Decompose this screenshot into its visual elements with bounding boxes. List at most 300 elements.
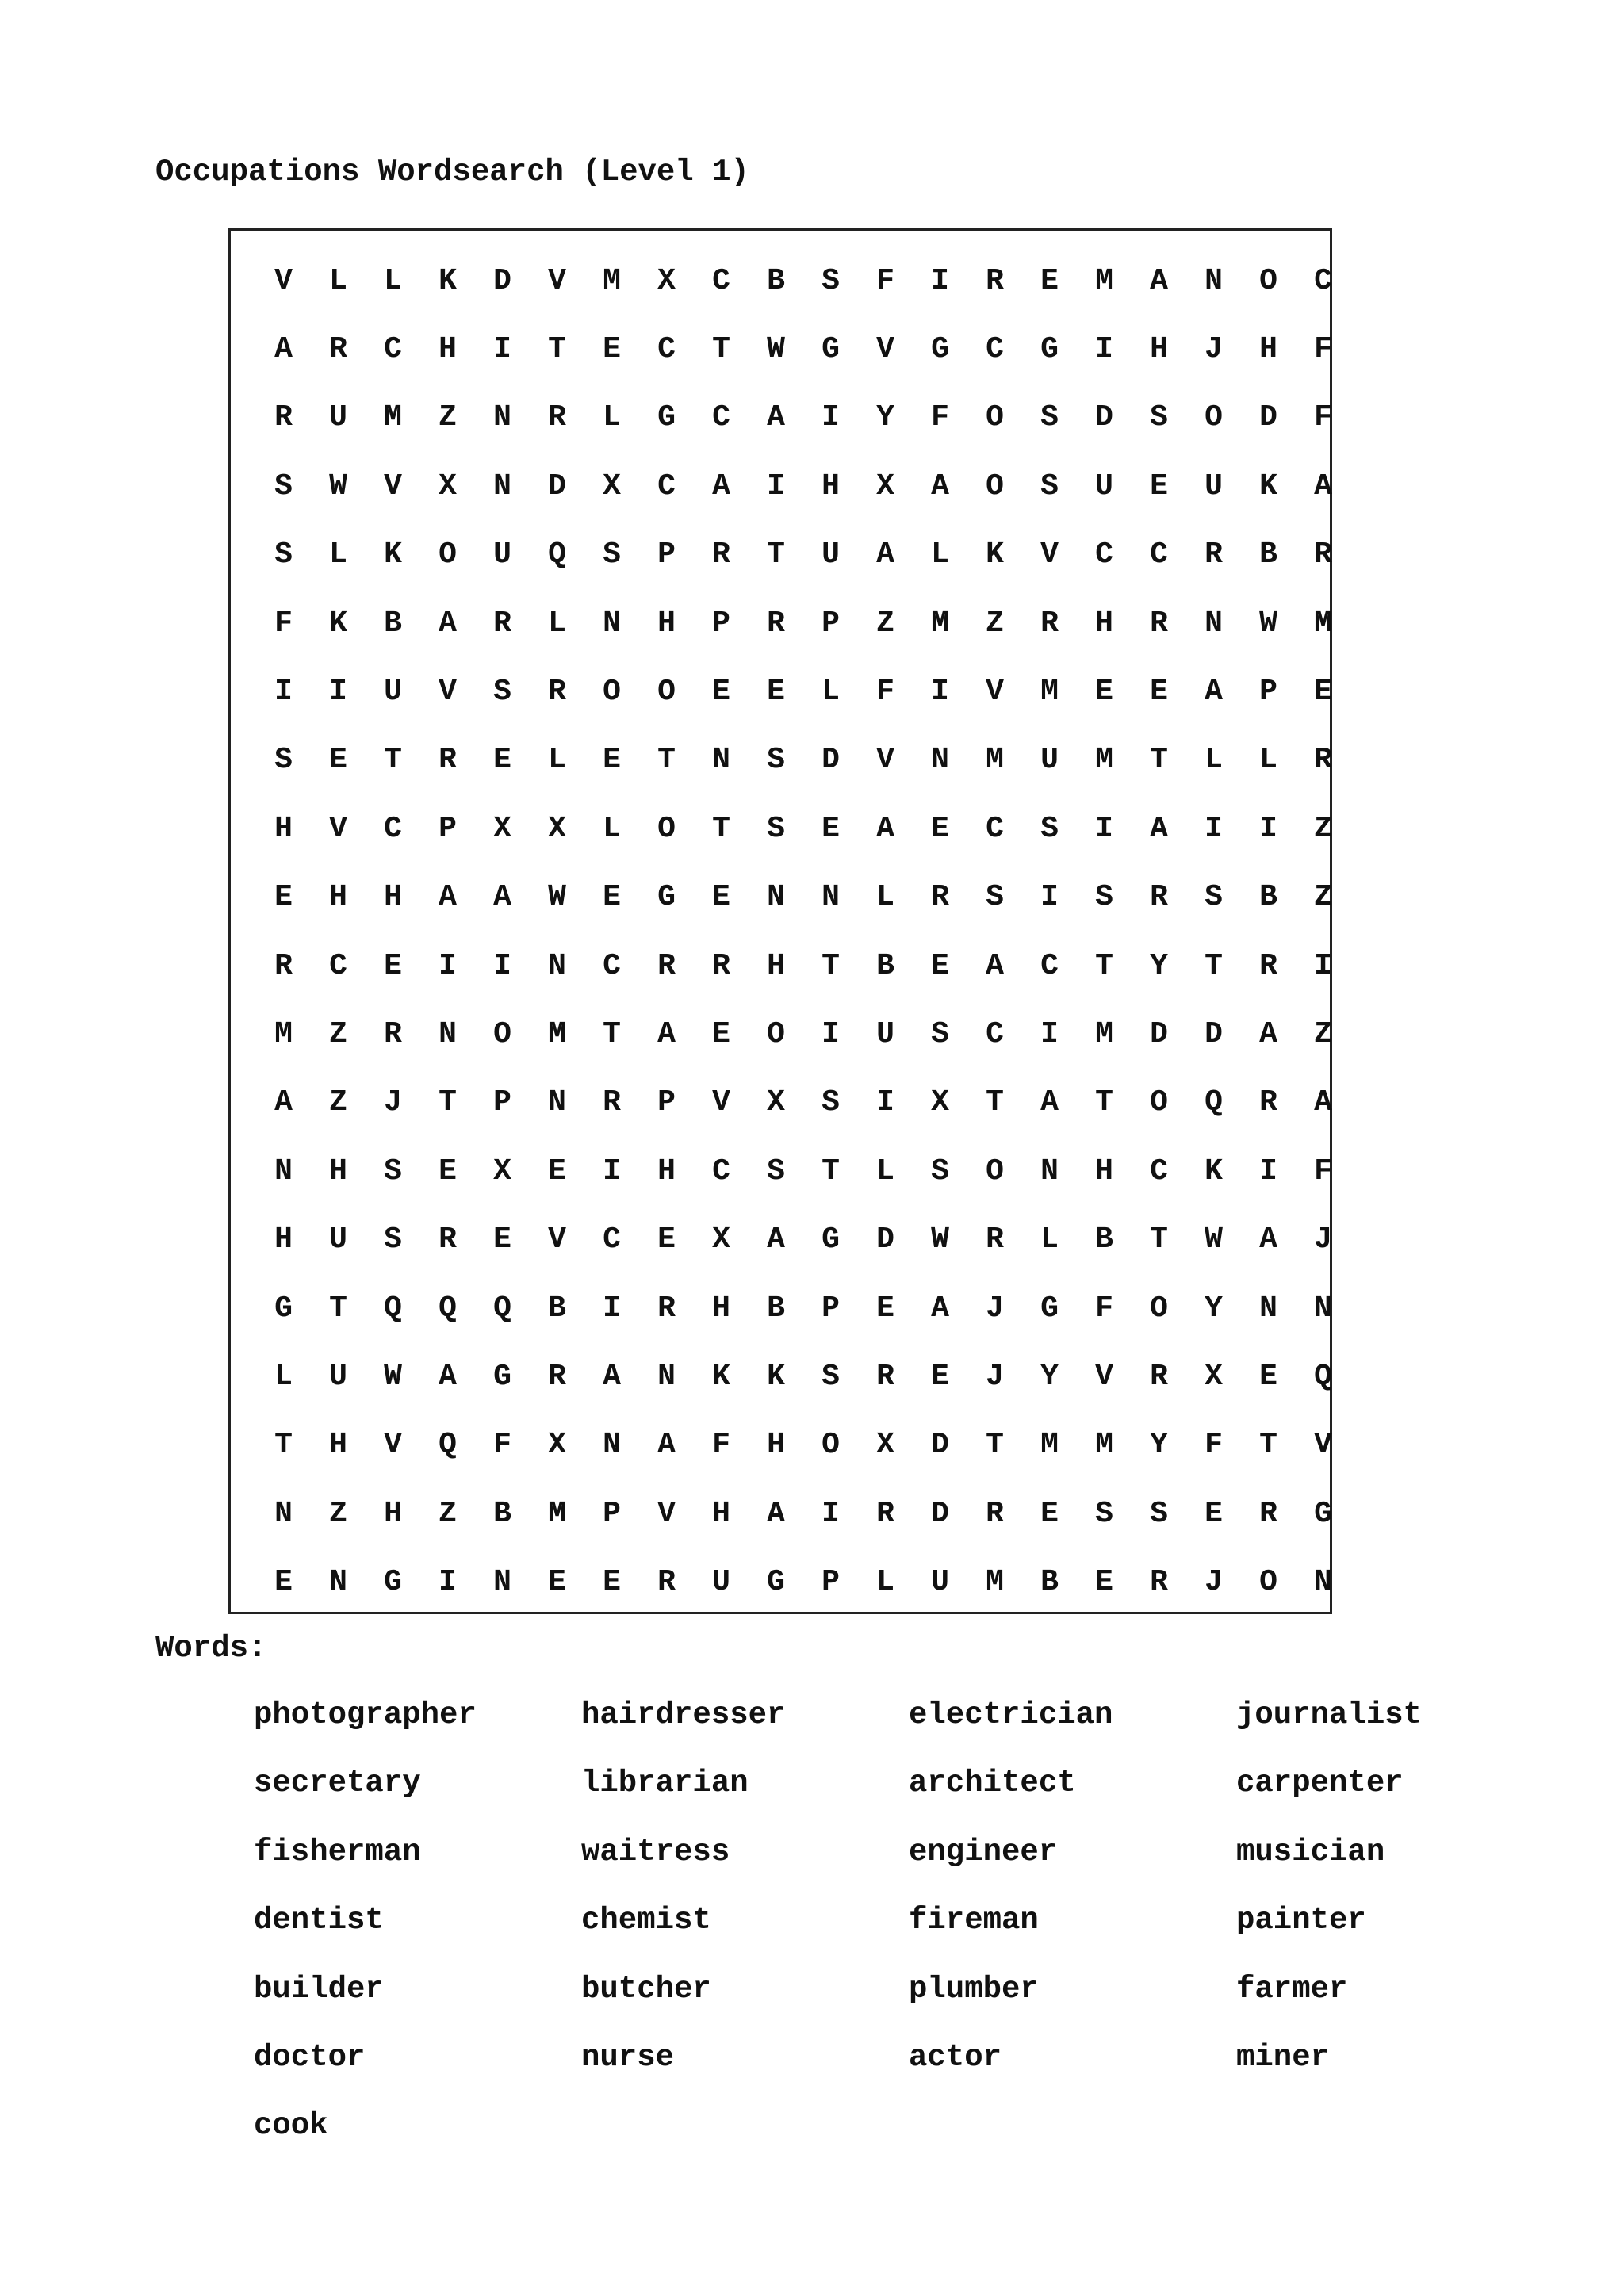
grid-letter: U [1205,469,1223,503]
grid-letter: X [876,1428,894,1463]
grid-letter: J [986,1359,1004,1394]
grid-letter: D [876,1223,894,1257]
grid-letter: A [712,469,730,503]
grid-letter: T [274,1428,293,1463]
grid-letter: M [1040,1428,1059,1463]
grid-letter: P [439,811,457,846]
grid-letter: H [657,606,676,641]
grid-letter: E [603,332,621,367]
grid-letter: H [329,880,347,915]
grid-letter: I [931,263,949,298]
grid-letter: G [657,400,676,435]
grid-letter: F [1314,400,1332,435]
grid-letter: S [931,1016,949,1051]
grid-letter: A [931,1291,949,1326]
grid-letter: M [548,1496,566,1531]
grid-letter: X [712,1223,730,1257]
grid-letter: P [822,606,840,641]
grid-letter: M [931,606,949,641]
grid-letter: I [1259,1154,1277,1188]
word-list-item: librarian [581,1766,749,1801]
grid-letter: A [657,1428,676,1463]
grid-letter: W [1259,606,1277,641]
grid-letter: M [1040,675,1059,710]
grid-letter: E [1150,469,1168,503]
grid-letter: M [986,743,1004,778]
grid-letter: S [767,743,785,778]
grid-letter: C [329,948,347,983]
grid-letter: C [603,948,621,983]
grid-letter: Z [329,1496,347,1531]
grid-letter: Q [439,1291,457,1326]
grid-letter: G [274,1291,293,1326]
grid-letter: R [548,400,566,435]
grid-letter: E [384,948,402,983]
grid-letter: A [986,948,1004,983]
grid-letter: Q [1205,1085,1223,1120]
grid-letter: L [603,400,621,435]
grid-letter: O [767,1016,785,1051]
grid-letter: N [439,1016,457,1051]
grid-letter: N [1314,1565,1332,1600]
page-title: Occupations Wordsearch (Level 1) [155,155,749,189]
grid-letter: U [1040,743,1059,778]
grid-letter: F [1314,332,1332,367]
grid-letter: T [1150,743,1168,778]
grid-letter: F [1095,1291,1113,1326]
grid-letter: P [657,538,676,572]
grid-letter: O [1150,1085,1168,1120]
grid-letter: I [1259,811,1277,846]
grid-letter: R [548,1359,566,1394]
grid-letter: R [1040,606,1059,641]
word-list [254,1695,1564,2175]
grid-letter: L [329,263,347,298]
grid-letter: A [274,332,293,367]
grid-letter: C [1150,1154,1168,1188]
grid-letter: O [657,675,676,710]
grid-letter: M [1095,1016,1113,1051]
grid-letter: T [657,743,676,778]
grid-letter: S [822,1085,840,1120]
grid-letter: R [1259,1496,1277,1531]
word-list-item: miner [1236,2039,1330,2075]
grid-letter: V [439,675,457,710]
grid-letter: L [548,606,566,641]
grid-letter: P [822,1291,840,1326]
grid-letter: I [603,1291,621,1326]
grid-letter: X [439,469,457,503]
grid-letter: F [1314,1154,1332,1188]
grid-letter: T [1259,1428,1277,1463]
grid-letter: N [657,1359,676,1394]
grid-letter: H [274,811,293,846]
grid-letter: E [822,811,840,846]
grid-letter: C [384,811,402,846]
grid-letter: K [767,1359,785,1394]
grid-letter: T [1205,948,1223,983]
grid-letter: U [822,538,840,572]
grid-letter: E [931,1359,949,1394]
grid-letter: L [876,880,894,915]
grid-letter: H [657,1154,676,1188]
grid-letter: R [1259,1085,1277,1120]
grid-letter: L [931,538,949,572]
grid-letter: R [1150,1359,1168,1394]
grid-letter: S [822,263,840,298]
grid-letter: O [986,400,1004,435]
grid-letter: S [986,880,1004,915]
grid-letter: N [767,880,785,915]
grid-letter: R [767,606,785,641]
grid-letter: X [493,811,511,846]
grid-letter: X [876,469,894,503]
grid-letter: G [493,1359,511,1394]
grid-letter: I [1095,332,1113,367]
grid-letter: D [822,743,840,778]
grid-letter: I [439,1565,457,1600]
grid-letter: E [1205,1496,1223,1531]
grid-letter: O [1259,263,1277,298]
grid-letter: E [657,1223,676,1257]
word-list-item: architect [909,1766,1076,1801]
grid-letter: S [767,811,785,846]
grid-letter: T [986,1085,1004,1120]
grid-letter: M [384,400,402,435]
grid-letter: A [1314,1085,1332,1120]
grid-letter: W [1205,1223,1223,1257]
word-list-item: cook [254,2108,328,2144]
grid-letter: D [1205,1016,1223,1051]
grid-letter: I [822,400,840,435]
grid-letter: E [439,1154,457,1188]
grid-letter: N [274,1154,293,1188]
grid-letter: Y [1205,1291,1223,1326]
grid-letter: U [329,1223,347,1257]
grid-letter: L [1259,743,1277,778]
grid-letter: I [767,469,785,503]
grid-letter: S [384,1154,402,1188]
grid-letter: W [767,332,785,367]
grid-letter: R [1150,1565,1168,1600]
grid-letter: M [548,1016,566,1051]
word-list-item: electrician [909,1697,1113,1732]
grid-letter: H [712,1496,730,1531]
grid-letter: V [329,811,347,846]
grid-letter: N [603,1428,621,1463]
grid-letter: N [1259,1291,1277,1326]
grid-letter: N [493,400,511,435]
grid-letter: I [1040,1016,1059,1051]
grid-letter: A [1150,263,1168,298]
grid-letter: M [1095,743,1113,778]
grid-letter: L [548,743,566,778]
grid-letter: M [986,1565,1004,1600]
grid-letter: S [1040,469,1059,503]
grid-letter: I [876,1085,894,1120]
grid-letter: D [548,469,566,503]
grid-letter: A [439,880,457,915]
grid-letter: J [986,1291,1004,1326]
grid-letter: C [657,469,676,503]
grid-letter: O [1205,400,1223,435]
grid-letter: X [548,1428,566,1463]
grid-letter: N [329,1565,347,1600]
grid-letter: N [712,743,730,778]
grid-letter: V [876,332,894,367]
grid-letter: S [274,743,293,778]
grid-letter: C [1314,263,1332,298]
grid-letter: V [1095,1359,1113,1394]
grid-letter: Z [329,1016,347,1051]
grid-letter: A [439,1359,457,1394]
grid-letter: T [712,332,730,367]
grid-letter: L [384,263,402,298]
grid-letter: X [931,1085,949,1120]
grid-letter: E [1095,675,1113,710]
grid-letter: R [329,332,347,367]
grid-letter: Z [986,606,1004,641]
grid-letter: V [1040,538,1059,572]
grid-letter: M [603,263,621,298]
grid-letter: R [876,1359,894,1394]
grid-letter: F [931,400,949,435]
grid-letter: C [712,1154,730,1188]
grid-letter: E [712,1016,730,1051]
grid-letter: A [767,400,785,435]
grid-letter: X [657,263,676,298]
grid-letter: T [767,538,785,572]
grid-letter: H [767,1428,785,1463]
grid-letter: I [1095,811,1113,846]
grid-letter: E [712,675,730,710]
grid-letter: X [767,1085,785,1120]
grid-letter: E [1040,1496,1059,1531]
grid-letter: E [493,743,511,778]
grid-letter: X [493,1154,511,1188]
grid-letter: L [876,1154,894,1188]
grid-letter: N [493,469,511,503]
grid-letter: I [603,1154,621,1188]
grid-letter: H [1259,332,1277,367]
grid-letter: G [1040,1291,1059,1326]
grid-letter: L [1205,743,1223,778]
grid-letter: S [1040,400,1059,435]
grid-letter: B [548,1291,566,1326]
grid-letter: A [603,1359,621,1394]
grid-letter: R [712,538,730,572]
grid-letter: T [548,332,566,367]
grid-letter: O [1259,1565,1277,1600]
grid-letter: R [657,948,676,983]
grid-letter: P [493,1085,511,1120]
grid-letter: J [384,1085,402,1120]
grid-letter: E [548,1565,566,1600]
grid-letter: K [986,538,1004,572]
grid-letter: H [329,1428,347,1463]
grid-letter: W [384,1359,402,1394]
grid-letter: K [1205,1154,1223,1188]
grid-letter: R [986,1496,1004,1531]
grid-letter: Y [876,400,894,435]
grid-letter: K [712,1359,730,1394]
grid-letter: I [1040,880,1059,915]
grid-letter: A [493,880,511,915]
word-list-item: nurse [581,2039,675,2075]
word-list-item: fisherman [254,1834,421,1869]
grid-letter: N [1314,1291,1332,1326]
grid-letter: E [603,880,621,915]
grid-letter: I [1205,811,1223,846]
grid-letter: L [329,538,347,572]
wordsearch-grid [256,247,1350,1617]
grid-letter: O [822,1428,840,1463]
grid-letter: F [712,1428,730,1463]
grid-letter: W [931,1223,949,1257]
grid-letter: T [1095,948,1113,983]
grid-letter: Q [439,1428,457,1463]
grid-letter: V [657,1496,676,1531]
grid-letter: D [931,1496,949,1531]
grid-letter: Z [439,1496,457,1531]
grid-letter: Y [1150,1428,1168,1463]
grid-letter: R [603,1085,621,1120]
grid-letter: X [603,469,621,503]
grid-letter: U [329,400,347,435]
grid-letter: U [1095,469,1113,503]
grid-letter: O [603,675,621,710]
grid-letter: M [1095,1428,1113,1463]
grid-letter: P [822,1565,840,1600]
grid-letter: V [986,675,1004,710]
grid-letter: S [274,538,293,572]
word-list-item: fireman [909,1903,1039,1938]
grid-letter: H [274,1223,293,1257]
grid-letter: P [603,1496,621,1531]
grid-letter: Y [1150,948,1168,983]
grid-letter: K [439,263,457,298]
grid-letter: T [329,1291,347,1326]
grid-letter: R [657,1291,676,1326]
grid-letter: E [931,811,949,846]
grid-letter: M [274,1016,293,1051]
grid-letter: K [1259,469,1277,503]
word-list-item: builder [254,1971,384,2007]
grid-letter: S [1095,880,1113,915]
grid-letter: T [986,1428,1004,1463]
grid-letter: W [548,880,566,915]
grid-letter: I [822,1016,840,1051]
grid-letter: C [384,332,402,367]
grid-letter: D [1259,400,1277,435]
grid-letter: F [876,675,894,710]
grid-letter: H [822,469,840,503]
grid-letter: R [876,1496,894,1531]
grid-letter: Z [1314,880,1332,915]
grid-letter: C [1040,948,1059,983]
grid-letter: L [1040,1223,1059,1257]
grid-letter: Q [1314,1359,1332,1394]
grid-letter: S [274,469,293,503]
grid-letter: C [657,332,676,367]
grid-letter: T [1150,1223,1168,1257]
grid-letter: N [1205,263,1223,298]
grid-letter: G [1314,1496,1332,1531]
grid-letter: S [1150,1496,1168,1531]
grid-letter: Q [548,538,566,572]
grid-letter: I [493,332,511,367]
grid-letter: E [1095,1565,1113,1600]
grid-letter: A [1259,1016,1277,1051]
grid-letter: V [548,1223,566,1257]
grid-letter: T [384,743,402,778]
grid-letter: R [274,400,293,435]
grid-letter: C [712,263,730,298]
grid-letter: O [439,538,457,572]
grid-letter: S [1040,811,1059,846]
grid-letter: Z [1314,1016,1332,1051]
grid-letter: R [1259,948,1277,983]
grid-letter: B [384,606,402,641]
grid-letter: T [822,948,840,983]
grid-letter: H [767,948,785,983]
grid-letter: P [657,1085,676,1120]
grid-letter: E [1150,675,1168,710]
word-list-item: engineer [909,1834,1058,1869]
grid-letter: N [603,606,621,641]
grid-letter: K [384,538,402,572]
grid-letter: R [657,1565,676,1600]
grid-letter: O [986,1154,1004,1188]
grid-letter: A [274,1085,293,1120]
grid-letter: N [493,1565,511,1600]
grid-letter: Z [439,400,457,435]
wordsearch-grid-frame [228,228,1332,1614]
grid-letter: T [1095,1085,1113,1120]
grid-letter: R [712,948,730,983]
grid-letter: H [1150,332,1168,367]
grid-letter: Z [1314,811,1332,846]
grid-letter: B [1259,880,1277,915]
word-list-item: hairdresser [581,1697,786,1732]
grid-letter: D [1150,1016,1168,1051]
grid-letter: G [767,1565,785,1600]
grid-letter: C [986,811,1004,846]
grid-letter: A [439,606,457,641]
grid-letter: E [493,1223,511,1257]
word-list-item: dentist [254,1903,384,1938]
grid-letter: R [1150,880,1168,915]
grid-letter: E [274,1565,293,1600]
grid-letter: S [1095,1496,1113,1531]
grid-letter: R [986,1223,1004,1257]
words-label: Words: [155,1631,267,1666]
grid-letter: D [493,263,511,298]
grid-letter: R [548,675,566,710]
grid-letter: F [876,263,894,298]
grid-letter: G [384,1565,402,1600]
grid-letter: R [1150,606,1168,641]
grid-letter: J [1205,332,1223,367]
word-list-item: journalist [1236,1697,1423,1732]
grid-letter: V [548,263,566,298]
grid-letter: F [493,1428,511,1463]
grid-letter: U [876,1016,894,1051]
grid-letter: E [1259,1359,1277,1394]
grid-letter: A [1259,1223,1277,1257]
grid-letter: H [384,880,402,915]
grid-letter: A [931,469,949,503]
